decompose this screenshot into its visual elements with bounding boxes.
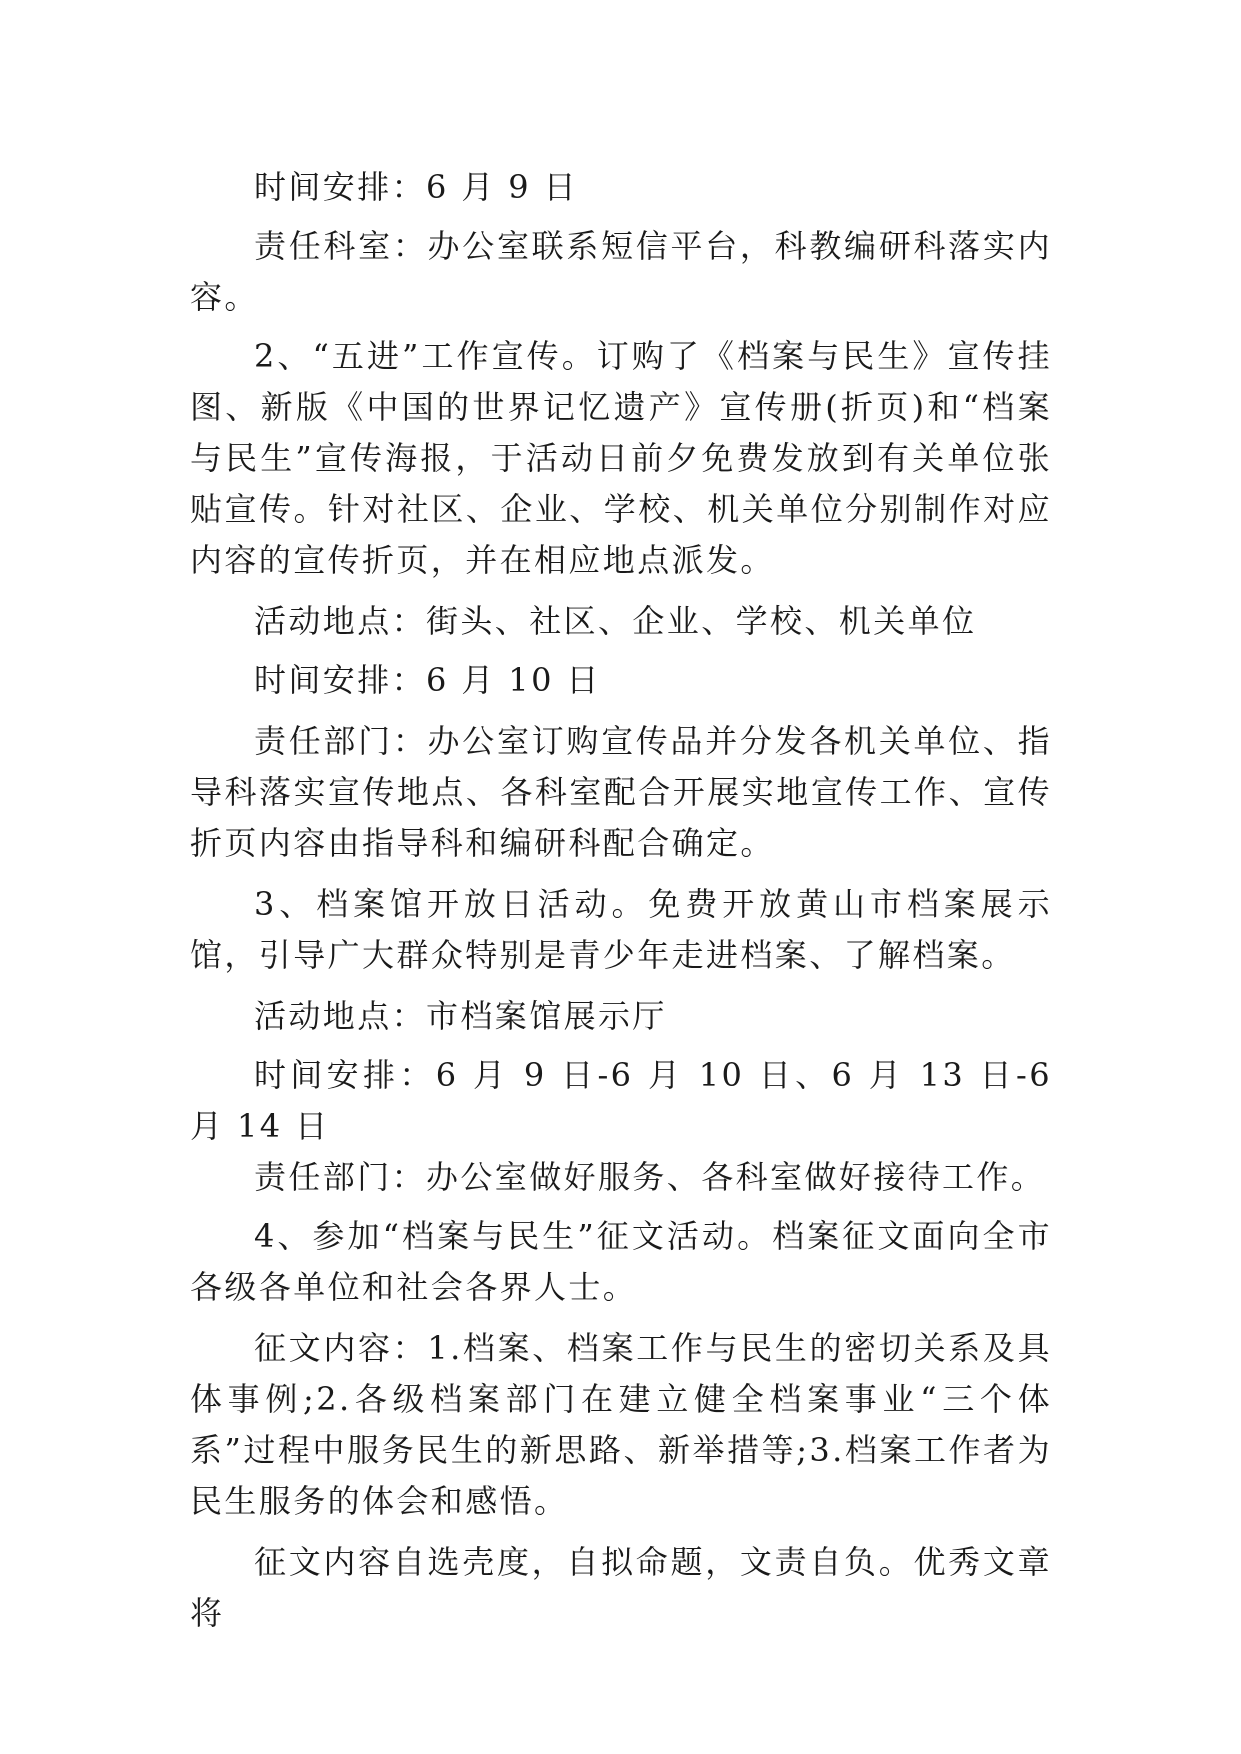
paragraph-schedule-2: 时间安排：6 月 10 日 [254,661,601,699]
paragraph-responsible-1: 责任科室：办公室联系短信平台，科教编研科落实内容。 [190,227,1052,316]
document-body [190,162,1052,1639]
paragraph-location-3: 活动地点：市档案馆展示厅 [254,997,667,1035]
paragraph-item-4: 4、参加“档案与民生”征文活动。档案征文面向全市各级各单位和社会各界人士。 [190,1217,1052,1306]
paragraph-essay-content: 征文内容：1.档案、档案工作与民生的密切关系及具体事例;2.各级档案部门在建立健全档案事业“三个体系”过程中服务民生的新思路、新举措等;3.档案工作者为民生服务的体会和感悟。 [190,1329,1052,1520]
paragraph-location-2: 活动地点：街头、社区、企业、学校、机关单位 [254,602,977,640]
paragraph-item-3: 3、档案馆开放日活动。免费开放黄山市档案展示馆，引导广大群众特别是青少年走进档案、了解档案。 [190,885,1052,974]
paragraph-item-2: 2、“五进”工作宣传。订购了《档案与民生》宣传挂图、新版《中国的世界记忆遗产》宣传册(折页)和“档案与民生”宣传海报，于活动日前夕免费发放到有关单位张贴宣传。针对社区、企业、学校、机关单位分别制作对应内容的宣传折页，并在相应地点派发。 [190,337,1052,579]
paragraph-schedule-1: 时间安排：6 月 9 日 [254,168,579,206]
paragraph-responsible-3: 责任部门：办公室做好服务、各科室做好接待工作。 [254,1158,1046,1196]
paragraph-schedule-3: 时间安排：6 月 9 日-6 月 10 日、6 月 13 日-6 月 14 日 [190,1056,1052,1145]
paragraph-essay-rules: 征文内容自选壳度，自拟命题，文责自负。优秀文章将 [190,1543,1052,1632]
paragraph-responsible-2: 责任部门：办公室订购宣传品并分发各机关单位、指导科落实宣传地点、各科室配合开展实地宣传工作、宣传折页内容由指导科和编研科配合确定。 [190,722,1052,862]
